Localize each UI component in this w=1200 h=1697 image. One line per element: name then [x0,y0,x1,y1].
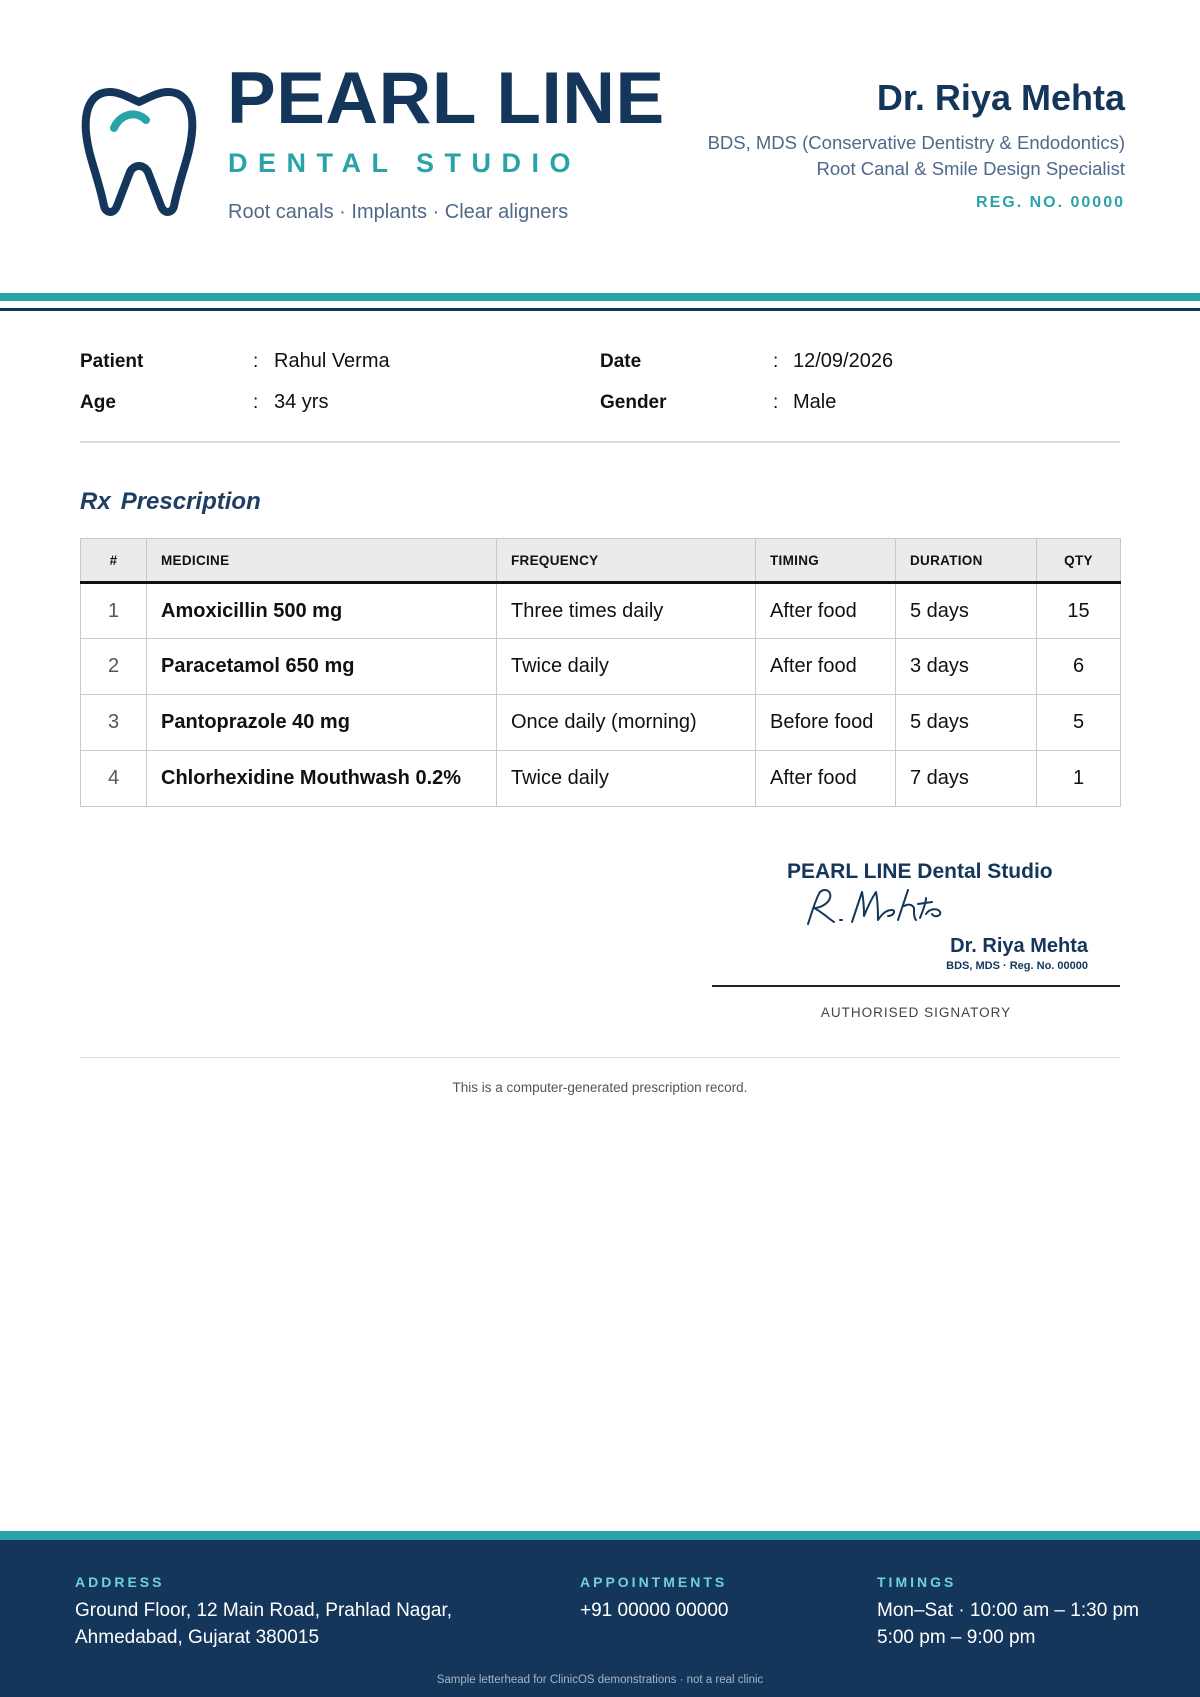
quantity: 5 [1037,695,1121,751]
quantity: 6 [1037,639,1121,695]
duration: 5 days [896,583,1037,639]
gender-label: Gender [600,392,667,413]
gender-value: Male [793,391,837,413]
medicine-name: Chlorhexidine Mouthwash 0.2% [147,751,497,807]
timing: After food [756,639,896,695]
colon: : [253,351,259,372]
timing: After food [756,751,896,807]
address-line-1: Ground Floor, 12 Main Road, Prahlad Nagar, [75,1600,453,1621]
prescription-table [80,538,1121,807]
doctor-qualification: BDS, MDS (Conservative Dentistry & Endodontics) [707,131,1125,153]
header-rule-navy [0,308,1200,311]
medicine-name: Pantoprazole 40 mg [147,695,497,751]
doctor-details [605,78,1125,212]
handwritten-signature [798,884,948,930]
row-number: 3 [81,695,147,751]
frequency: Twice daily [497,751,756,807]
age-value: 34 yrs [274,391,329,413]
appointments-phone: +91 00000 00000 [580,1600,729,1621]
address-label: ADDRESS [75,1574,165,1590]
note-divider [80,1057,1120,1058]
table-header-row [81,539,1121,583]
section-divider [80,441,1120,443]
clinic-name: PEARL LINE [227,58,665,139]
frequency: Three times daily [497,583,756,639]
prescription-title [80,488,261,516]
duration: 7 days [896,751,1037,807]
doctor-name: Dr. Riya Mehta [876,77,1125,118]
column-header-medicine: MEDICINE [147,539,497,583]
duration: 3 days [896,639,1037,695]
timings-label: TIMINGS [877,1574,957,1590]
clinic-subtitle: DENTAL STUDIO [228,148,582,178]
footer-disclaimer: Sample letterhead for ClinicOS demonstrations · not a real clinic [436,1674,764,1686]
table-row [81,751,1121,807]
address-line-2: Ahmedabad, Gujarat 380015 [75,1627,320,1648]
patient-label: Patient [80,351,144,372]
column-header-frequency: FREQUENCY [497,539,756,583]
clinic-tagline: Root canals · Implants · Clear aligners [228,201,569,223]
clinic-stamp-title: PEARL LINE Dental Studio [787,860,1053,883]
medicine-name: Paracetamol 650 mg [147,639,497,695]
header-rule-teal [0,293,1200,301]
table-row [81,695,1121,751]
colon: : [773,392,779,413]
duration: 5 days [896,695,1037,751]
row-number: 4 [81,751,147,807]
age-label: Age [80,392,116,413]
table-row [81,639,1121,695]
colon: : [773,351,779,372]
quantity: 1 [1037,751,1121,807]
doctor-specialty: Root Canal & Smile Design Specialist [816,157,1125,179]
column-header-duration: DURATION [896,539,1037,583]
timings-line-2: 5:00 pm – 9:00 pm [877,1627,1036,1648]
table-row [81,583,1121,639]
doctor-registration: REG. NO. 00000 [976,193,1125,211]
footer-rule-teal [0,1531,1200,1540]
timings-line-1: Mon–Sat · 10:00 am – 1:30 pm [877,1600,1139,1621]
appointments-label: APPOINTMENTS [580,1574,728,1590]
column-header-timing: TIMING [756,539,896,583]
signature-line [712,985,1120,987]
signatory-qualification: BDS, MDS · Reg. No. 00000 [946,960,1088,972]
quantity: 15 [1037,583,1121,639]
signatory-name: Dr. Riya Mehta [950,935,1088,957]
date-label: Date [600,351,642,372]
date-value: 12/09/2026 [793,350,894,372]
prescription-title-text: Prescription [120,488,261,515]
column-header-number: # [81,539,147,583]
computer-generated-note: This is a computer-generated prescription record. [452,1080,748,1095]
timing: After food [756,583,896,639]
frequency: Twice daily [497,639,756,695]
timing: Before food [756,695,896,751]
medicine-name: Amoxicillin 500 mg [147,583,497,639]
rx-symbol: Rx [80,488,111,515]
row-number: 2 [81,639,147,695]
colon: : [253,392,259,413]
column-header-qty: QTY [1037,539,1121,583]
row-number: 1 [81,583,147,639]
tooth-icon [80,84,198,216]
authorised-signatory-caption: AUTHORISED SIGNATORY [820,1005,1012,1020]
frequency: Once daily (morning) [497,695,756,751]
patient-name-value: Rahul Verma [274,350,390,372]
